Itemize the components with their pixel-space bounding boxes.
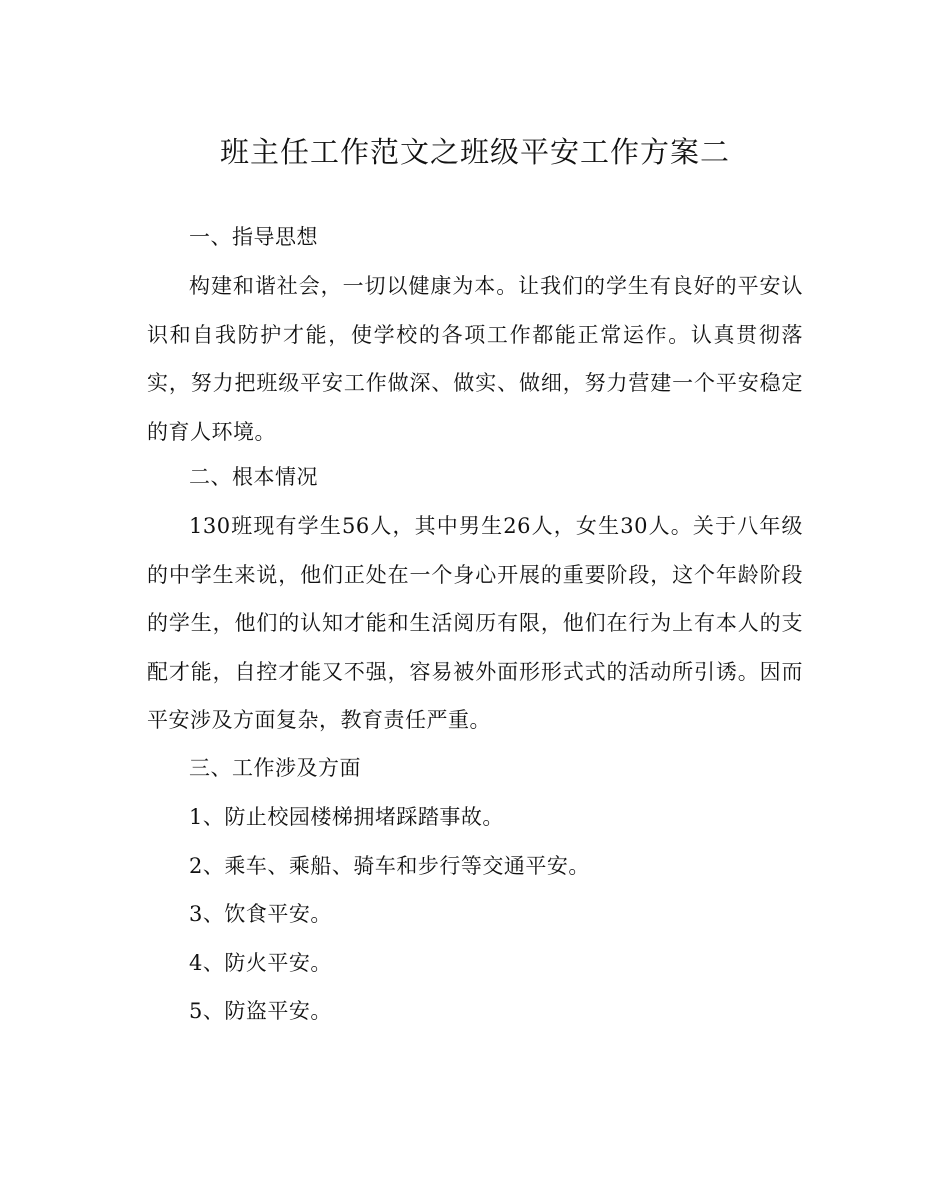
page-title: 班主任工作范文之班级平安工作方案二	[219, 135, 730, 169]
paragraph-guiding-ideology: 构建和谐社会，一切以健康为本。让我们的学生有良好的平安认识和自我防护才能，使学校的各项工作都能正常运作。认真贯彻落实，努力把班级平安工作做深、做实、做细，努力营建一个平安稳定的育人环境。	[147, 274, 803, 444]
list-item: 1、防止校园楼梯拥堵踩踏事故。	[189, 805, 504, 829]
list-item: 4、防火平安。	[189, 951, 332, 975]
list-item: 2、乘车、乘船、骑车和步行等交通平安。	[189, 854, 590, 878]
list-item: 3、饮食平安。	[189, 902, 332, 926]
section-heading-guiding-ideology: 一、指导思想	[189, 225, 318, 249]
list-item: 5、防盗平安。	[189, 999, 332, 1023]
section-heading-basic-situation: 二、根本情况	[189, 465, 318, 489]
paragraph-basic-situation: 130班现有学生56人，其中男生26人，女生30人。关于八年级的中学生来说，他们正处在一个身心开展的重要阶段，这个年龄阶段的学生，他们的认知才能和生活阅历有限，他们在行为上有本人的支配才能，自控才能又不强，容易被外面形形式式的活动所引诱。因而平安涉及方面复杂，教育责任严重。	[147, 514, 803, 732]
section-heading-work-areas: 三、工作涉及方面	[189, 756, 361, 780]
